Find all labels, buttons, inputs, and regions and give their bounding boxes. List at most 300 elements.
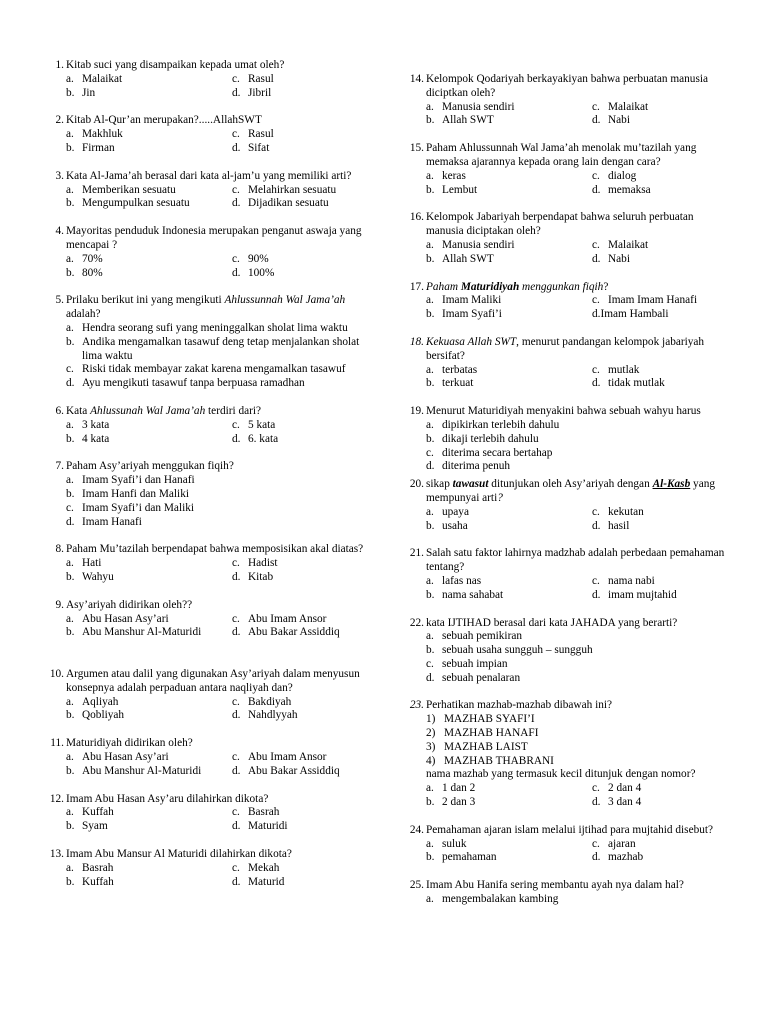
option-letter: b. bbox=[66, 570, 75, 583]
option-text: Malaikat bbox=[608, 100, 649, 113]
option-letter: d. bbox=[592, 252, 601, 265]
option-letter: a. bbox=[426, 238, 434, 251]
answer-option bbox=[426, 433, 732, 447]
question-number: 14. bbox=[409, 73, 424, 85]
option-letter: d. bbox=[232, 820, 241, 833]
option-text: 80% bbox=[82, 266, 103, 279]
answer-option bbox=[66, 806, 232, 820]
question-item bbox=[402, 73, 732, 128]
option-letter: c. bbox=[592, 837, 600, 850]
option-text: Mekah bbox=[248, 861, 280, 874]
option-letter: a. bbox=[426, 505, 434, 518]
option-letter: b. bbox=[426, 252, 435, 265]
option-letter: d. bbox=[66, 515, 75, 528]
answer-option bbox=[232, 197, 372, 211]
answer-option bbox=[426, 782, 592, 796]
question-number: 22. bbox=[409, 616, 424, 629]
question-number: 3. bbox=[55, 169, 64, 182]
answer-option bbox=[232, 419, 372, 433]
question-item bbox=[42, 225, 372, 280]
statement-number: 1) bbox=[426, 713, 436, 726]
answer-option bbox=[232, 433, 372, 447]
option-letter: a. bbox=[66, 474, 74, 487]
answer-option bbox=[426, 170, 592, 184]
option-letter: c. bbox=[66, 501, 74, 514]
question-item bbox=[42, 170, 372, 211]
option-letter: c. bbox=[426, 446, 434, 459]
answer-option bbox=[426, 644, 732, 658]
question-text: Paham Maturidiyah menggunkan fiqih? bbox=[426, 280, 609, 293]
answer-option bbox=[592, 239, 732, 253]
option-text: Imam Syafi’i dan Maliki bbox=[82, 501, 195, 514]
answer-option bbox=[592, 520, 732, 534]
option-letter: c. bbox=[232, 252, 240, 265]
question-number: 10. bbox=[49, 668, 64, 681]
question-text: Kitab Al-Qur’an merupakan?.....AllahSWT bbox=[66, 114, 262, 127]
option-letter: a. bbox=[426, 363, 434, 376]
option-text: usaha bbox=[442, 519, 468, 532]
option-text: Kuffah bbox=[82, 875, 114, 888]
question-item bbox=[402, 824, 732, 865]
option-letter: a. bbox=[66, 128, 74, 141]
answer-option bbox=[426, 658, 732, 672]
question-item bbox=[42, 405, 372, 446]
question-item bbox=[402, 336, 732, 391]
question-number: 19. bbox=[409, 405, 424, 418]
option-text: Abu Bakar Assiddiq bbox=[248, 626, 340, 639]
question-number: 13. bbox=[49, 848, 64, 861]
option-text: mazhab bbox=[608, 851, 644, 864]
statement-item bbox=[426, 713, 732, 727]
answer-option bbox=[592, 364, 732, 378]
question-number: 17. bbox=[409, 280, 424, 293]
answer-option bbox=[232, 184, 372, 198]
option-text: diterima penuh bbox=[442, 460, 511, 473]
option-text: 6. kata bbox=[248, 432, 279, 445]
question-item bbox=[402, 617, 732, 686]
question-item bbox=[42, 599, 372, 640]
question-item bbox=[42, 793, 372, 834]
right-column bbox=[402, 73, 732, 921]
question-item bbox=[402, 547, 732, 602]
question-number: 18. bbox=[409, 335, 424, 348]
option-letter: d. bbox=[592, 114, 601, 127]
option-letter: a. bbox=[426, 100, 434, 113]
answer-option bbox=[426, 796, 592, 810]
option-text: Abu Hasan Asy’ari bbox=[82, 612, 169, 625]
question-text: Kekuasa Allah SWT, menurut pandangan kelompok jabariyah bersifat? bbox=[426, 335, 705, 362]
answer-options bbox=[426, 419, 732, 474]
option-text: terkuat bbox=[442, 377, 474, 390]
option-text: Sifat bbox=[248, 141, 270, 154]
option-letter: c. bbox=[66, 363, 74, 376]
option-letter: c. bbox=[592, 505, 600, 518]
answer-option bbox=[66, 557, 232, 571]
option-text: 70% bbox=[82, 252, 103, 265]
answer-option bbox=[426, 575, 592, 589]
question-item bbox=[402, 699, 732, 809]
option-text: 90% bbox=[248, 252, 269, 265]
answer-option bbox=[426, 630, 732, 644]
option-letter: a. bbox=[66, 695, 74, 708]
option-letter: b. bbox=[426, 519, 435, 532]
answer-option bbox=[66, 419, 232, 433]
question-number: 7. bbox=[55, 460, 64, 473]
option-letter: c. bbox=[232, 612, 240, 625]
option-letter: b. bbox=[66, 141, 75, 154]
answer-option bbox=[66, 696, 232, 710]
option-letter: b. bbox=[426, 377, 435, 390]
option-letter: b. bbox=[426, 796, 435, 809]
answer-option bbox=[66, 128, 232, 142]
option-letter: d. bbox=[232, 570, 241, 583]
answer-option bbox=[426, 672, 732, 686]
answer-option bbox=[232, 557, 372, 571]
answer-option bbox=[426, 447, 732, 461]
option-text: Abu Hasan Asy’ari bbox=[82, 751, 169, 764]
question-text: sikap tawasut ditunjukan oleh Asy’ariyah dengan Al-Kasb yang mempunyai arti? bbox=[426, 478, 716, 504]
option-letter: b. bbox=[66, 764, 75, 777]
answer-option bbox=[426, 184, 592, 198]
option-text: Makhluk bbox=[82, 128, 123, 141]
answer-option bbox=[592, 184, 732, 198]
option-letter: d. bbox=[232, 432, 241, 445]
answer-options bbox=[66, 419, 372, 447]
option-letter: c. bbox=[232, 128, 240, 141]
option-text: Qobliyah bbox=[82, 709, 125, 722]
option-text: Malaikat bbox=[82, 72, 123, 85]
question-text: Mayoritas penduduk Indonesia merupakan penganut aswaja yang mencapai ? bbox=[66, 225, 362, 251]
question-item bbox=[42, 737, 372, 778]
option-letter: a. bbox=[66, 321, 74, 334]
answer-option bbox=[592, 377, 732, 391]
option-letter: c. bbox=[232, 861, 240, 874]
question-text: Kelompok Jabariyah berpendapat bahwa seluruh perbuatan manusia diciptakan oleh? bbox=[426, 211, 694, 238]
option-text: 100% bbox=[248, 266, 275, 279]
option-letter: d. bbox=[592, 588, 601, 601]
question-text: Kelompok Qodariyah berkayakiyan bahwa perbuatan manusia diciptkan oleh? bbox=[426, 73, 709, 99]
answer-option bbox=[592, 101, 732, 115]
option-text: Nahdlyyah bbox=[248, 709, 298, 722]
question-text: Imam Abu Hasan Asy’aru dilahirkan dikota? bbox=[66, 792, 269, 805]
option-text: Lembut bbox=[442, 183, 478, 196]
answer-option bbox=[232, 73, 372, 87]
option-letter: b. bbox=[66, 875, 75, 888]
option-text: Hadist bbox=[248, 557, 278, 570]
answer-options bbox=[66, 557, 372, 585]
option-letter: d. bbox=[232, 709, 241, 722]
option-letter: b. bbox=[66, 487, 75, 500]
option-letter: b. bbox=[426, 644, 435, 657]
answer-option bbox=[426, 294, 592, 308]
statement-text: MAZHAB THABRANI bbox=[444, 754, 554, 767]
question-number: 4. bbox=[55, 225, 64, 238]
option-text: 3 kata bbox=[82, 418, 110, 431]
option-text: Allah SWT bbox=[442, 252, 494, 265]
answer-options bbox=[66, 128, 372, 156]
question-text: Kata Al-Jama’ah berasal dari kata al-jam’u yang memiliki arti? bbox=[66, 169, 352, 182]
option-letter: a. bbox=[66, 72, 74, 85]
answer-options bbox=[426, 239, 732, 267]
statement-number: 3) bbox=[426, 740, 436, 753]
option-letter: d. bbox=[592, 796, 601, 809]
answer-option bbox=[66, 73, 232, 87]
option-text: dialog bbox=[608, 169, 637, 182]
option-letter: a. bbox=[66, 418, 74, 431]
option-letter: c. bbox=[592, 294, 600, 307]
option-text bbox=[669, 308, 732, 322]
question-text: Paham Asy’ariyah menggukan fiqih? bbox=[66, 460, 234, 473]
answer-option bbox=[66, 626, 232, 640]
statement-number: 2) bbox=[426, 727, 436, 740]
option-letter: d. bbox=[232, 266, 241, 279]
question-text: Pemahaman ajaran islam melalui ijtihad para mujtahid disebut? bbox=[426, 823, 714, 836]
answer-option bbox=[66, 751, 232, 765]
option-text: lafas nas bbox=[442, 574, 482, 587]
option-letter: d. bbox=[232, 197, 241, 210]
option-letter: c. bbox=[426, 657, 434, 670]
answer-options bbox=[66, 862, 372, 890]
answer-option bbox=[426, 114, 592, 128]
answer-option bbox=[592, 170, 732, 184]
answer-option bbox=[592, 838, 732, 852]
left-column bbox=[42, 59, 372, 903]
answer-options bbox=[426, 170, 732, 198]
option-letter: b. bbox=[426, 588, 435, 601]
option-text: Nabi bbox=[608, 114, 630, 127]
option-letter: a. bbox=[66, 751, 74, 764]
option-letter: a. bbox=[426, 169, 434, 182]
option-letter: c. bbox=[232, 418, 240, 431]
option-letter: d. bbox=[592, 519, 601, 532]
option-text: Allah SWT bbox=[442, 114, 494, 127]
question-item bbox=[402, 211, 732, 266]
answer-options bbox=[66, 613, 372, 641]
answer-option bbox=[66, 571, 232, 585]
answer-option bbox=[66, 474, 372, 488]
answer-option bbox=[426, 520, 592, 534]
answer-option bbox=[426, 893, 732, 907]
option-text: upaya bbox=[442, 505, 469, 518]
option-letter: b. bbox=[426, 432, 435, 445]
answer-options bbox=[426, 506, 732, 534]
option-text: suluk bbox=[442, 837, 467, 850]
answer-option bbox=[66, 820, 232, 834]
answer-option bbox=[232, 696, 372, 710]
option-text: sebuah pemikiran bbox=[442, 630, 522, 643]
answer-option bbox=[592, 782, 732, 796]
answer-option bbox=[232, 751, 372, 765]
answer-option bbox=[66, 433, 232, 447]
question-item bbox=[42, 668, 372, 723]
question-item bbox=[42, 460, 372, 529]
answer-option bbox=[592, 253, 732, 267]
question-number: 16. bbox=[409, 211, 424, 224]
answer-option bbox=[592, 308, 732, 322]
question-item bbox=[402, 478, 732, 533]
answer-option bbox=[232, 613, 372, 627]
option-letter: a. bbox=[66, 252, 74, 265]
answer-option bbox=[66, 322, 372, 336]
question-text: Kata Ahlussunah Wal Jama’ah terdiri dari? bbox=[66, 404, 262, 417]
answer-option bbox=[426, 364, 592, 378]
option-letter: d. bbox=[232, 86, 241, 99]
option-letter: c. bbox=[232, 557, 240, 570]
answer-options bbox=[66, 806, 372, 834]
option-text: Manusia sendiri bbox=[442, 238, 515, 251]
answer-option bbox=[66, 876, 232, 890]
option-letter: c. bbox=[232, 72, 240, 85]
option-text: Abu Imam Ansor bbox=[248, 612, 327, 625]
answer-option bbox=[232, 806, 372, 820]
option-text: 3 dan 4 bbox=[608, 796, 642, 809]
option-text: Imam Hanafi bbox=[82, 515, 142, 528]
statement-text: MAZHAB LAIST bbox=[444, 740, 528, 753]
option-text: Syam bbox=[82, 820, 108, 833]
answer-option bbox=[426, 253, 592, 267]
answer-option bbox=[66, 862, 232, 876]
option-text: Andika mengamalkan tasawuf deng tetap menjalankan sholat lima waktu bbox=[82, 335, 360, 362]
answer-option bbox=[426, 239, 592, 253]
option-letter: d. bbox=[426, 671, 435, 684]
answer-options bbox=[66, 474, 372, 529]
option-text: Imam Syafi’i bbox=[442, 308, 502, 321]
answer-options bbox=[66, 253, 372, 281]
question-number: 8. bbox=[55, 543, 64, 556]
option-text: Bakdiyah bbox=[248, 695, 292, 708]
option-letter: a. bbox=[426, 630, 434, 643]
option-text: sebuah usaha sungguh – sungguh bbox=[442, 644, 593, 657]
answer-option bbox=[232, 571, 372, 585]
option-text: Memberikan sesuatu bbox=[82, 183, 176, 196]
option-text: 2 dan 4 bbox=[608, 782, 642, 795]
statement-list bbox=[426, 713, 732, 768]
option-text: Mengumpulkan sesuatu bbox=[82, 197, 190, 210]
option-text: dikaji terlebih dahulu bbox=[442, 432, 539, 445]
option-text: Rasul bbox=[248, 128, 274, 141]
option-text: nama sahabat bbox=[442, 588, 504, 601]
option-text: Hati bbox=[82, 557, 102, 570]
option-letter: c. bbox=[592, 169, 600, 182]
question-item bbox=[42, 114, 372, 155]
answer-option bbox=[66, 363, 372, 377]
option-text: pemahaman bbox=[442, 851, 497, 864]
option-letter: c. bbox=[592, 363, 600, 376]
option-letter: d. bbox=[592, 183, 601, 196]
option-text: nama nabi bbox=[608, 574, 655, 587]
option-text: mengembalakan kambing bbox=[442, 893, 559, 906]
answer-option bbox=[66, 613, 232, 627]
answer-option bbox=[426, 460, 732, 474]
question-number: 1. bbox=[55, 59, 64, 71]
option-text: imam mujtahid bbox=[608, 588, 677, 601]
answer-options bbox=[426, 782, 732, 810]
question-text: Menurut Maturidiyah menyakini bahwa sebuah wahyu harus bbox=[426, 405, 701, 418]
option-letter: c. bbox=[232, 695, 240, 708]
answer-option bbox=[426, 589, 592, 603]
option-letter: d. bbox=[232, 626, 241, 639]
option-letter: a. bbox=[426, 782, 434, 795]
option-text: sebuah penalaran bbox=[442, 671, 521, 684]
option-letter: d. bbox=[232, 875, 241, 888]
option-letter: a. bbox=[426, 418, 434, 431]
option-letter: d.Imam Hambali bbox=[592, 308, 669, 321]
option-text: Riski tidak membayar zakat karena mengamalkan tasawuf bbox=[82, 363, 346, 376]
statement-number: 4) bbox=[426, 754, 436, 767]
question-number: 20. bbox=[409, 478, 424, 491]
option-text: Wahyu bbox=[82, 570, 114, 583]
question-number: 6. bbox=[55, 404, 64, 417]
statement-text: MAZHAB HANAFI bbox=[444, 727, 539, 740]
option-text: Rasul bbox=[248, 72, 274, 85]
option-text: 1 dan 2 bbox=[442, 782, 476, 795]
option-letter: a. bbox=[66, 612, 74, 625]
answer-option bbox=[426, 377, 592, 391]
answer-option bbox=[232, 87, 372, 101]
option-text: kekutan bbox=[608, 505, 644, 518]
option-letter: d. bbox=[592, 377, 601, 390]
answer-options bbox=[426, 101, 732, 129]
answer-option bbox=[592, 796, 732, 810]
option-letter: b. bbox=[66, 626, 75, 639]
option-text: memaksa bbox=[608, 183, 651, 196]
answer-option bbox=[426, 308, 592, 322]
question-item bbox=[402, 281, 732, 322]
answer-option bbox=[232, 876, 372, 890]
option-letter: d. bbox=[426, 460, 435, 473]
answer-options bbox=[66, 184, 372, 212]
option-text: Maturid bbox=[248, 875, 285, 888]
answer-option bbox=[66, 502, 372, 516]
question-item bbox=[42, 848, 372, 889]
answer-option bbox=[232, 765, 372, 779]
option-text: Basrah bbox=[248, 806, 280, 819]
question-text: Imam Abu Mansur Al Maturidi dilahirkan dikota? bbox=[66, 848, 292, 861]
answer-option bbox=[426, 838, 592, 852]
question-text: Argumen atau dalil yang digunakan Asy’ariyah dalam menyusun konsepnya adalah perpaduan antara naqliyah dan? bbox=[66, 668, 360, 694]
option-letter: a. bbox=[426, 294, 434, 307]
option-text: Ayu mengikuti tasawuf tanpa berpuasa ramadhan bbox=[82, 377, 305, 390]
statement-item bbox=[426, 727, 732, 741]
question-text: kata IJTIHAD berasal dari kata JAHADA yang berarti? bbox=[426, 616, 678, 629]
option-letter: b. bbox=[426, 308, 435, 321]
statement-item bbox=[426, 741, 732, 755]
option-text: Maturidi bbox=[248, 820, 288, 833]
answer-options bbox=[66, 322, 372, 391]
question-number: 23. bbox=[409, 699, 424, 712]
option-letter: a. bbox=[426, 893, 434, 906]
option-letter: c. bbox=[232, 806, 240, 819]
answer-options bbox=[426, 575, 732, 603]
answer-options bbox=[426, 294, 732, 322]
option-letter: b. bbox=[66, 432, 75, 445]
option-letter: a. bbox=[426, 574, 434, 587]
option-text: diterima secara bertahap bbox=[442, 446, 553, 459]
answer-option bbox=[592, 114, 732, 128]
question-text: Paham Ahlussunnah Wal Jama’ah menolak mu’tazilah yang memaksa ajarannya kepada orang lain dengan cara? bbox=[426, 142, 697, 168]
answer-options bbox=[426, 893, 732, 907]
question-item bbox=[42, 59, 372, 100]
question-item bbox=[402, 142, 732, 197]
answer-option bbox=[232, 709, 372, 723]
answer-option bbox=[592, 506, 732, 520]
option-text: Kuffah bbox=[82, 806, 114, 819]
answer-option bbox=[66, 765, 232, 779]
question-text: Maturidiyah didirikan oleh? bbox=[66, 737, 193, 750]
option-letter: b. bbox=[426, 114, 435, 127]
question-item bbox=[402, 879, 732, 907]
option-text: 5 kata bbox=[248, 418, 276, 431]
